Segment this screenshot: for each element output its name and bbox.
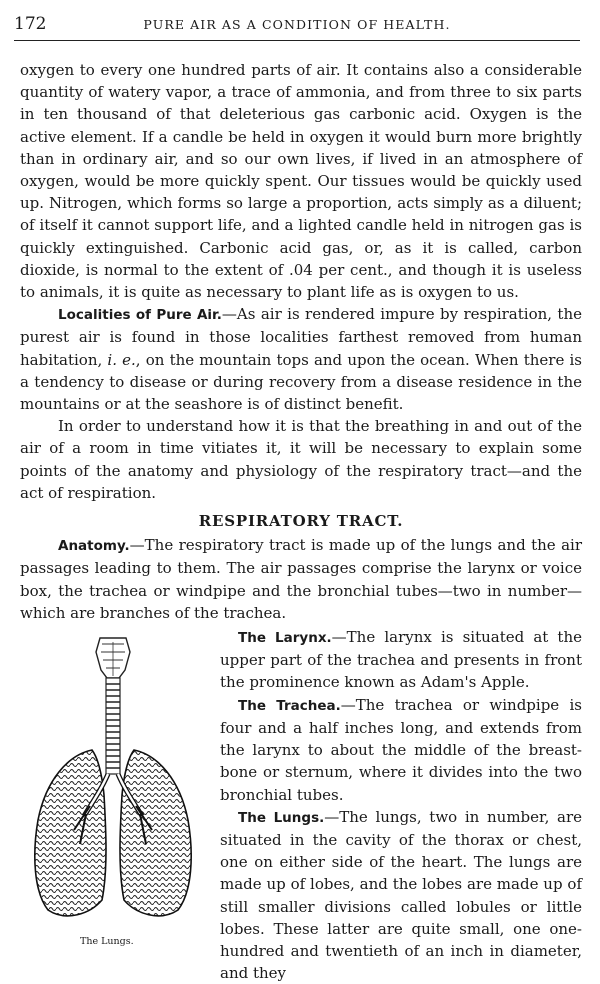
localities-text-b: , on the mountain tops and upon the ocean. When there is a tendency to disease or during recovery from a disease residence in the mountains or at the seashore is of distinct benefit.	[20, 350, 583, 414]
running-title: PURE AIR AS A CONDITION OF HEALTH.	[143, 17, 451, 32]
anatomy-heading: Anatomy.	[58, 538, 130, 555]
trachea-text: —The trachea or windpipe is four and a half inches long, and extends from the larynx to about the middle of the breast-bone or sternum, where it divides into the two bronchial tubes.	[220, 695, 582, 804]
paragraph-lungs	[220, 806, 582, 984]
larynx-heading: The Larynx.	[238, 630, 332, 647]
lungs-figure	[20, 626, 210, 956]
page-number: 172	[14, 14, 47, 34]
trachea-heading: The Trachea.	[238, 697, 341, 714]
anatomy-text: —The respiratory tract is made up of the lungs and the air passages leading to them. The air passages comprise the larynx or voice box, the trachea or windpipe and the bronchial tubes—two in number—which are branches of the trachea.	[20, 536, 582, 622]
localities-ie: i. e.	[107, 350, 136, 369]
page-header	[14, 12, 580, 36]
lungs-text: —The lungs, two in number, are situated in the cavity of the thorax or chest, one on either side of the heart. The lungs are made up of lobes, and the lobes are made up of still smaller divisions called lobules or little lobes. These latter are quite small, one one-hundred and twentieth of an inch in diameter, and they	[220, 807, 582, 983]
paragraph-air-composition: oxygen to every one hundred parts of air. It contains also a considerable quantity of watery vapor, a trace of ammonia, and from three to six parts in ten thousand of that deleterious gas carbonic acid. Oxygen is the active element. If a candle be held in oxygen it would burn more brightly than in ordinary air, and so our own lives, if lived in an atmosphere of oxygen, would be more quickly spent. Our tissues would be quickly used up. Nitrogen, which forms so large a proportion, acts simply as a diluent; of itself it cannot support life, and a lighted candle held in nitrogen gas is quickly extinguished. Carbonic acid gas, or, as it is called, carbon dioxide, is normal to the extent of .04 per cent., and though it is useless to animals, it is quite as necessary to plant life as is oxygen to us.	[20, 61, 582, 302]
figure-caption: The Lungs.	[80, 936, 134, 948]
paragraph-respiration-intro: In order to understand how it is that the breathing in and out of the air of a room in time vitiates it, it will be necessary to explain some points of the anatomy and physiology of the respiratory tract—and the act of respiration.	[20, 417, 582, 502]
paragraph-localities	[20, 303, 582, 415]
figure-side-text	[220, 626, 582, 984]
paragraph-larynx	[220, 626, 582, 694]
larynx-text: —The larynx is situated at the upper part of the trachea and presents in front the prominence known as Adam's Apple.	[220, 628, 582, 692]
lungs-illustration	[28, 630, 198, 930]
header-rule	[14, 40, 580, 41]
figure-area	[20, 626, 582, 983]
localities-text-a: —As air is rendered impure by respiration, the purest air is found in those localities farthest removed from human habitation,	[20, 305, 582, 369]
page-body	[20, 59, 583, 983]
lungs-heading: The Lungs.	[238, 809, 325, 826]
paragraph-trachea	[220, 694, 582, 806]
paragraph-anatomy	[20, 534, 582, 624]
localities-heading: Localities of Pure Air.	[58, 307, 222, 324]
section-title: RESPIRATORY TRACT.	[198, 512, 404, 531]
